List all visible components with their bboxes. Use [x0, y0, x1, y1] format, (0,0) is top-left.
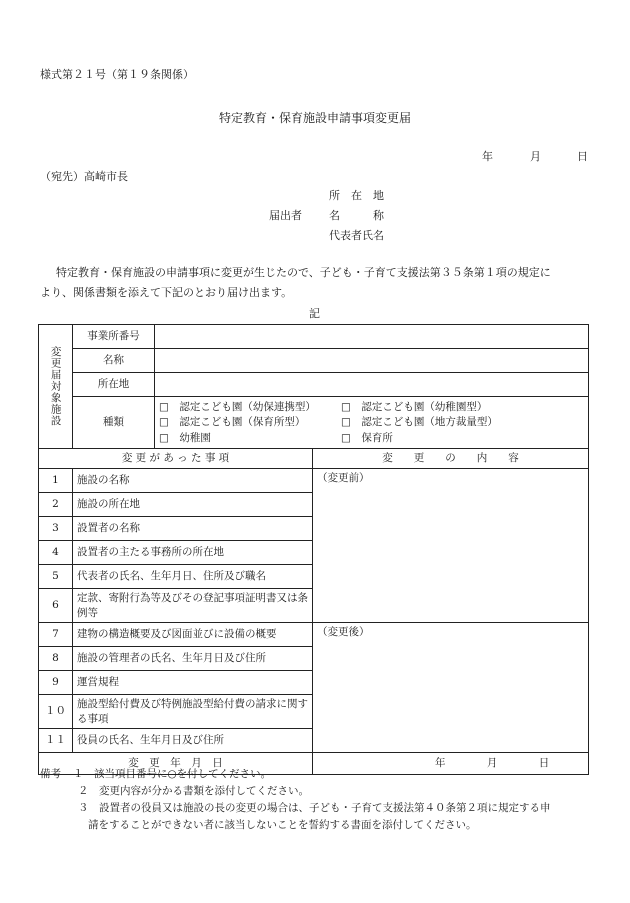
- page-title: 特定教育・保育施設申請事項変更届: [218, 111, 411, 125]
- item-text: 設置者の名称: [73, 517, 313, 541]
- applicant-rep-label: 代表者氏名: [329, 229, 384, 242]
- facility-location-label: 所在地: [73, 373, 155, 397]
- body-text-line2: より、関係書類を添えて下記のとおり届け出ます。: [40, 286, 293, 299]
- note-2: ２ 変更内容が分かる書類を添付してください。: [78, 785, 309, 797]
- item-number: 2: [39, 493, 73, 517]
- item-text: 代表者の氏名、生年月日、住所及び職名: [73, 565, 313, 589]
- applicant-label: 届出者: [269, 209, 302, 222]
- type-option-checkbox[interactable]: □ 認定こども園（保育所型）: [159, 416, 306, 429]
- body-text-line1: 特定教育・保育施設の申請事項に変更が生じたので、子ども・子育て支援法第３５条第１項の規定に: [56, 266, 551, 279]
- item-text: 運営規程: [73, 671, 313, 695]
- items-header-left: 変 更 が あ っ た 事 項: [39, 449, 313, 469]
- item-text: 定款、寄附行為等及びその登記事項証明書又は条例等: [73, 589, 313, 623]
- facility-type-label: 種類: [73, 397, 155, 449]
- change-after-label: （変更後）: [317, 626, 370, 638]
- change-after-field[interactable]: [313, 623, 589, 753]
- change-date-day: 日: [538, 757, 550, 770]
- item-text: 施設型給付費及び特例施設型給付費の請求に関する事項: [73, 695, 313, 729]
- date-month: 月: [530, 150, 541, 163]
- item-text: 建物の構造概要及び図面並びに設備の概要: [73, 623, 313, 647]
- type-option-checkbox[interactable]: □ 認定こども園（幼保連携型）: [159, 401, 316, 414]
- addressee: （宛先）高崎市長: [40, 170, 128, 183]
- change-date-month: 月: [486, 757, 498, 770]
- applicant-address-label: 所 在 地: [329, 189, 384, 202]
- items-header-right: 変 更 の 内 容: [313, 449, 589, 469]
- change-before-label: （変更前）: [317, 472, 370, 484]
- facility-location-field[interactable]: [155, 373, 589, 397]
- item-text: 役員の氏名、生年月日及び住所: [73, 729, 313, 753]
- item-number: 5: [39, 565, 73, 589]
- item-text: 施設の名称: [73, 469, 313, 493]
- ki-label: 記: [309, 307, 320, 320]
- type-option-checkbox[interactable]: □ 保育所: [341, 431, 393, 444]
- facility-type-options: [155, 397, 589, 449]
- note-1: １ 該当項目番号に○を付してください。: [73, 768, 272, 780]
- item-text: 設置者の主たる事務所の所在地: [73, 541, 313, 565]
- facility-name-label: 名称: [73, 349, 155, 373]
- notes-section: [40, 766, 551, 834]
- item-number: 8: [39, 647, 73, 671]
- office-number-label: 事業所番号: [73, 325, 155, 349]
- type-option-checkbox[interactable]: □ 幼稚園: [159, 431, 211, 444]
- notes-label: 備考: [40, 768, 61, 780]
- item-text: 施設の管理者の氏名、生年月日及び住所: [73, 647, 313, 671]
- office-number-field[interactable]: [155, 325, 589, 349]
- item-number: １１: [39, 729, 73, 753]
- note-3a: ３ 設置者の役員又は施設の長の変更の場合は、子ども・子育て支援法第４０条第２項に規定する申: [78, 802, 551, 814]
- change-date-label: 変 更 年 月 日: [39, 753, 313, 775]
- type-option-checkbox[interactable]: □ 認定こども園（幼稚園型）: [341, 401, 488, 414]
- note-3b: 請をすることができない者に該当しないことを誓約する書面を添付してください。: [88, 819, 477, 831]
- item-number: １０: [39, 695, 73, 729]
- type-option-checkbox[interactable]: □ 認定こども園（地方裁量型）: [341, 416, 498, 429]
- item-number: 1: [39, 469, 73, 493]
- applicant-name-label: 名 称: [329, 209, 384, 222]
- date-day: 日: [577, 150, 588, 163]
- item-number: 9: [39, 671, 73, 695]
- item-number: 3: [39, 517, 73, 541]
- item-number: 6: [39, 589, 73, 623]
- change-date-year: 年: [435, 757, 446, 770]
- item-text: 施設の所在地: [73, 493, 313, 517]
- form-number: 様式第２１号（第１９条関係）: [40, 68, 194, 81]
- facility-name-field[interactable]: [155, 349, 589, 373]
- date-year: 年: [482, 150, 493, 163]
- item-number: 4: [39, 541, 73, 565]
- change-before-field[interactable]: [313, 469, 589, 623]
- change-form-table: [38, 324, 589, 775]
- target-facility-section-label: 変更届対象施設: [39, 325, 73, 449]
- item-number: 7: [39, 623, 73, 647]
